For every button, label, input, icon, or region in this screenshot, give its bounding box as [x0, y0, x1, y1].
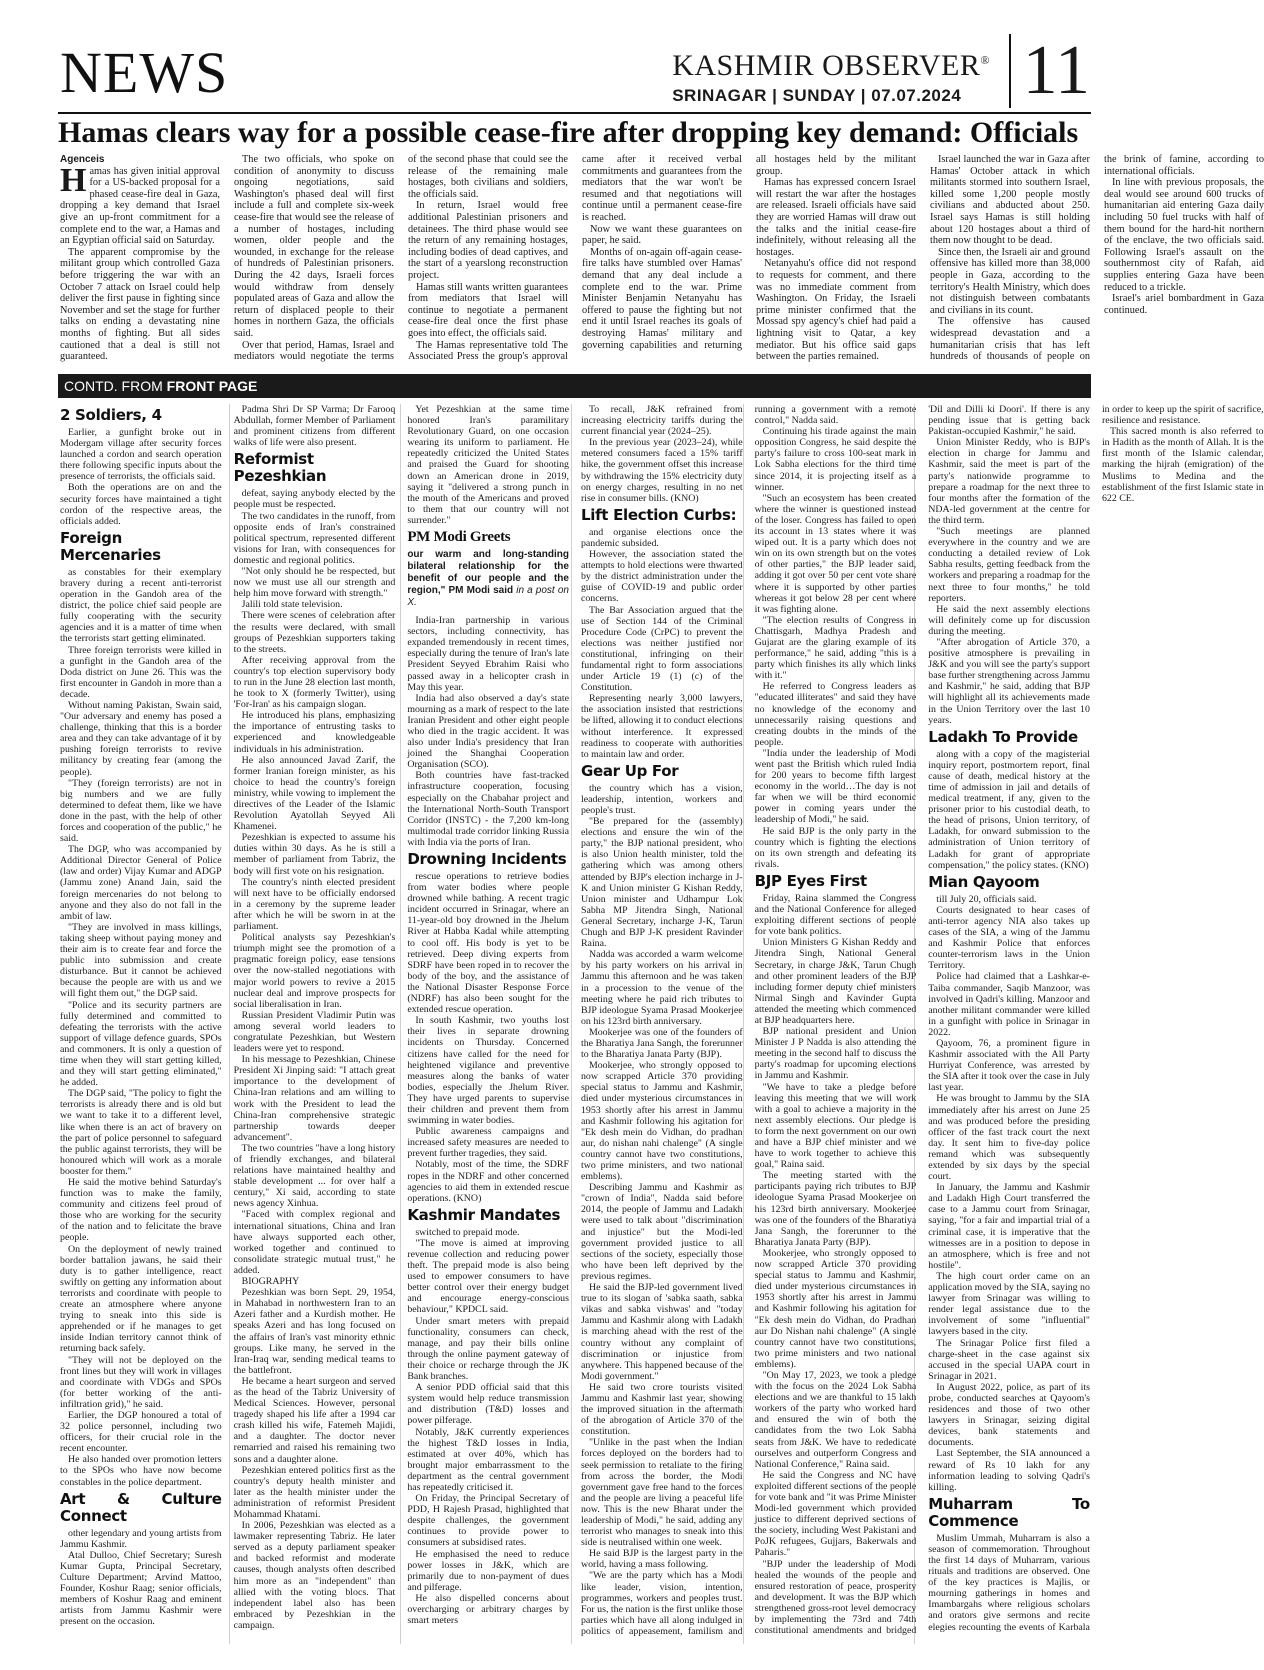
paragraph: Atal Dulloo, Chief Secretary; Suresh Kumar Gupta, Principal Secretary, Culture Department; Arvind Mattoo, Founder, Koshur Raag; senior officials, members of Koshur Raag and eminent artists from Jammu Kashmir were present on the occasion. — [60, 1549, 222, 1628]
paragraph: the country which has a vision, leadership, intention, workers and people's trust. — [580, 782, 743, 816]
paragraph: Mookerjee was one of the founders of the Bharatiya Jana Sangh, the forerunner to the Bharatiya Janata Party (BJP). — [580, 1026, 743, 1061]
paragraph: "Not only should he be respected, but now we must use all our strength and help him move forward with strength." — [233, 566, 396, 600]
paragraph: "The move is aimed at improving revenue collection and reducing power theft. The prepaid mode is also being used to empower consumers to have better control over their energy budget and encourage energy-conscious behaviour," KPDCL said. — [407, 1237, 569, 1316]
modi-quote — [407, 549, 569, 609]
paragraph: Under smart meters with prepaid functionality, consumers can check, manage, and pay their bills online through the online payment gateway of their choice or recharge through the JK Bank branches. — [407, 1315, 569, 1383]
story-title-reformist: Reformist Pezeshkian — [233, 450, 327, 486]
paragraph: "We have to take a pledge before leaving this meeting that we will work with a goal to achieve a majority in the next assembly elections. Our pledge is to form the next government on our own and have a BJP chief minister and we have to work together to achieve this goal," Raina said. — [754, 1081, 917, 1171]
paragraph: "On May 17, 2023, we took a pledge with the focus on the 2024 Lok Sabha elections and we are thankful to 15 lakh workers of the party who worked hard and ensured the win of both the candidates from the two Lok Sabha seats from J&K. We have to rededicate ourselves and outperform Congress and National Conference," Raina said. — [754, 1369, 917, 1470]
story-ladakh — [928, 749, 1090, 871]
paragraph: BIOGRAPHY — [241, 1276, 300, 1288]
paragraph: Without naming Pakistan, Swain said, "Our adversary and enemy has posed a challenge, thinking that this is a border area and they can take advantage of it by pushing foreign terrorists to revive militancy by creating fear (among the people). — [60, 699, 222, 778]
paragraph: To recall, J&K refrained from increasing electricity tariffs during the current financial year (2024–25). — [580, 404, 743, 438]
continued-bold: FRONT PAGE — [166, 378, 258, 394]
paragraph: Both the operations are on and the security forces have maintained a tight cordon of the respective areas, the officials added. — [60, 482, 222, 527]
paragraph: "India under the leadership of Modi went past the British which ruled India for 200 years to become fifth largest economy in the world…The day is not far when we will be third economic power in coming years under the leadership of Modi," he said. — [754, 747, 917, 826]
story-curbs — [581, 527, 743, 760]
paragraph: Political analysts say Pezeshkian's triumph might see the promotion of a pragmatic foreign policy, ease tensions over the now-stalled negotiations with major world powers to revive a 2015 nuclear deal and improve prospects for social liberalisation in Iran. — [233, 932, 396, 1010]
paragraph: Mookerjee, who strongly opposed to now scrapped Article 370 providing special status to Jammu and Kashmir, died under mysterious circumstances in 1953 shortly after his arrest in Jammu and Kashmir following his agitation for "Ek desh mein do Vidhan, do pradhan aur, do nishan nahi chalenge" (A single country cannot have two constitutions, two prime ministers, and two national emblems). — [580, 1060, 743, 1183]
paragraph: Over that period, Hamas, Israel and mediators would negotiate the terms of the second phase that could see the release of the remaining male hostages, both civilians and soldiers, the officials said. — [234, 154, 568, 363]
paragraph: Mookerjee, who strongly opposed to now scrapped Article 370 providing special status to Jammu and Kashmir, died under mysterious circumstances in 1953 shortly after his arrest in Jammu and Kashmir following his agitation for "Ek desh mein do Vidhan, do Pradhan aur Do Nishan nahi chalenge" (A single country cannot have two constitutions, two prime ministers and two national emblems). — [754, 1247, 917, 1370]
modi-quote-text: our warm and long-standing bilateral relationship for the benefit of our people and the region," PM Modi said — [407, 549, 569, 597]
paragraph: Hamas still wants written guarantees from mediators that Israel will continue to negotiate a permanent cease-fire deal once the first phase goes into effect, the officials said. — [408, 281, 568, 339]
paragraph: He said BJP is the largest party in the world, having a mass following. — [580, 1548, 743, 1571]
paragraph: "The election results of Congress in Chattisgarh, Madhya Pradesh and Gujarat are the glaring example of its performance," he said, adding "this is a party which finishes its ally which links with it." — [754, 614, 917, 682]
story-modi — [407, 615, 569, 848]
paragraph: Jalili told state television. — [241, 599, 343, 611]
story-drowning — [407, 871, 569, 1204]
continued-stories — [60, 404, 1264, 1644]
paragraph: He said the next assembly elections will definitely come up for discussion during the meeting. — [928, 603, 1090, 637]
lead-headline: Hamas clears way for a possible cease-fire after dropping key demand: Officials — [58, 116, 1079, 149]
story-title-gear: Gear Up For — [580, 761, 679, 780]
paragraph: There were scenes of celebration after the results were declared, with small groups of Pezeshkian supporters taking to the streets. — [233, 610, 396, 655]
paragraph: "Be prepared for the (assembly) elections and ensure the win of the party," the BJP national president, who is also Union health minister, told the gathering which was among others attended by BJP's election incharge in J-K and Union minister G Kishan Reddy, Union minister and Udhampur Lok Sabha MP Jitendra Singh, National General Secretary, incharge J-K, Tarun Chugh and BJP J-K president Ravinder Raina. — [580, 816, 743, 950]
paragraph: Last September, the SIA announced a reward of Rs 10 lakh for any information leading to solving Qadri's killing. — [928, 1448, 1090, 1493]
paragraph: "After abrogation of Article 370, a positive atmosphere is prevailing in J&K and you will see the party's support base further strengthening across Jammu and Kashmir," he said, adding that BJP will highlight all its achievements made in the Union Territory over the last 10 years. — [928, 636, 1090, 726]
story-title-ladakh: Ladakh To Provide — [928, 727, 1078, 746]
story-title-curbs: Lift Election Curbs: — [580, 505, 737, 524]
paragraph: "Unlike in the past when the Indian forces deployed on the borders had to seek permission to retaliate to the firing from across the border, the Modi government gave free hand to the forces and the people are living a peaceful life now. This is the new Bharat under the leadership of Modi," he said, adding any terrorist who manages to sneak into this side is neutralised within one week. — [580, 1437, 743, 1549]
masthead — [60, 32, 1090, 109]
paragraph: After receiving approval from the country's top election supervisory body to run in the June 28 election last month, he took to X (formerly Twitter), using 'For-Iran' as his campaign slogan. — [233, 654, 396, 711]
dateline: SRINAGAR | SUNDAY | 07.07.2024 — [672, 86, 962, 105]
paragraph: Notably, most of the time, the SDRF ropes in the NDRF and other concerned agencies to aid them in extended rescue operations. (KNO) — [407, 1159, 569, 1204]
registered-mark: ® — [980, 53, 990, 67]
paragraph: "They are involved in mass killings, taking sheep without paying money and their aim is to create fear and force the public into submission and create disturbance. But it cannot be achieved because the people are with us and we will fight them out," the DGP said. — [60, 921, 222, 1000]
paragraph: BJP national president and Union Minister J P Nadda is also attending the meeting in the second half to discuss the party's roadmap for upcoming elections in Jammu and Kashmir. — [754, 1026, 917, 1082]
paragraph: He said BJP is the only party in the country which is fighting the elections on its own strength and defeating its rivals. — [754, 825, 917, 870]
continued-prefix: CONTD. FROM — [64, 378, 163, 394]
byline: Agenceis — [60, 154, 105, 165]
paragraph: A senior PDD official said that this system would help reduce transmission and distribution (T&D) losses and power pilferage. — [407, 1382, 569, 1427]
paragraph: The Bar Association argued that the use of Section 144 of the Criminal Procedure Code (CrPC) to prevent the elections was neither justified nor constitutional, infringing on their fundamental right to form associations under Article 19 (1) (c) of the Constitution. — [580, 604, 743, 694]
paragraph: "They (foreign terrorists) are not in big numbers and we are fully determined to defeat them, like we have done in the past, with the help of other forces and cooperation of the public," he said. — [60, 777, 222, 845]
paragraph: Russian President Vladimir Putin was among several world leaders to congratulate Pezeshkian, but Western leaders were yet to respond. — [233, 1009, 396, 1055]
paragraph: The DGP, who was accompanied by Additional Director General of Police (law and order) Vijay Kumar and ADGP (Jammu zone) Anand Jain, said the foreign mercenaries do not belong to anyone and they also do not fall in the ambit of law. — [60, 844, 222, 922]
story-foreign — [60, 567, 222, 1488]
paragraph: In January, the Jammu and Kashmir and Ladakh High Court transferred the case to a Jammu court from Srinagar, saying, "for a fair and impartial trial of a criminal case, it is imperative that the witnesses are in a position to depose in an atmosphere, which is free and not hostile". — [928, 1182, 1090, 1271]
paragraph: The DGP said, "The policy to fight the terrorists is already there and is old but we want to take it to a different level, like when there is an act of bravery on the part of police personnel to safeguard the public against terrorists, they will be honoured which will work as a morale booster for them." — [60, 1088, 222, 1177]
paragraph: and organise elections once the pandemic subsided. — [580, 526, 743, 549]
paragraph: "They will not be deployed on the front lines but they will work in villages and coordinate with VDGs and SPOs (for better working of the anti-infiltration grid)," he said. — [60, 1354, 222, 1410]
story-title-muharram: Muharram To Commence — [928, 1494, 1090, 1530]
paragraph: Union Ministers G Kishan Reddy and Jitendra Singh, National General Secretary, in charge J&K, Tarun Chugh and other prominent leaders of the BJP including former deputy chief ministers Nirmal Singh and Kavinder Gupta attended the meeting which commenced at BJP headquarters here. — [754, 937, 917, 1026]
brand-name-text: KASHMIR OBSERVER — [672, 49, 981, 82]
paragraph: He also announced Javad Zarif, the former Iranian foreign minister, as his choice to head the country's foreign ministry, while vowing to implement the directives of the Leader of the Islamic Revolution Ayatollah Seyyed Ali Khamenei. — [233, 754, 396, 833]
paragraph: Nadda was accorded a warm welcome by his party workers on his arrival in Jammu this afternoon and he was taken in a procession to the venue of the meeting where he paid rich tributes to BJP ideologue Syama Prasad Mookerjee on his 123rd birth anniversary. — [580, 949, 743, 1027]
story-title-modi: PM Modi Greets — [407, 529, 511, 546]
paragraph: along with a copy of the magisterial inquiry report, postmortem report, final cause of death, medical history at the time of admission in jail and details of medical treatment, if any, given to the prisoner prior to his custodial death, to the head of prisons, Union territory, of Ladakh, for onward submission to the administration of Union territory of Ladakh for grant of appropriate compensation," the policy states. (KNO) — [928, 748, 1090, 871]
paragraph: Since then, the Israeli air and ground offensive has killed more than 38,000 people in Gaza, according to the territory's Health Ministry, which does not distinguish between combatants and civilians in its count. — [930, 246, 1090, 316]
paragraph: Hamas has expressed concern Israel will restart the war after the hostages are released. Israeli officials have said they are worried Hamas will draw out the talks and the initial cease-fire indefinitely, without releasing all the hostages. — [756, 177, 916, 258]
paragraph: In return, Israel would free additional Palestinian prisoners and detainees. The third phase would see the return of any remaining hostages, including bodies of dead captives, and the start of a yearslong reconstruction project. — [408, 200, 568, 281]
paragraph: rescue operations to retrieve bodies from water bodies where people drowned while bathing. A recent tragic incident occurred in Srinagar, where an 11-year-old boy drowned in the Jhelum River at Habba Kadal while attempting to cool off. His body is yet to be retrieved. Deep diving experts from SDRF have been roped in to recover the body of the boy, and the assistance of the National Disaster Response Force (NDRF) has also been sought for the extended rescue operation. — [407, 871, 569, 1016]
paragraph: "We are the party which has a Modi like leader, vision, intention, programmes, workers and peoples trust. For us, the nation is the first unlike those parties which have all along indulged in politics of appeasement, familism and running a government with a remote control," Nadda said. — [580, 404, 917, 1637]
paragraph: The meeting started with the participants paying rich tributes to BJP ideologue Syama Prasad Mookerjee on his 123rd birth anniversary. Mookerjee was one of the founders of the Bharatiya Jana Sangh, the forerunner to the Bharatiya Janata Party (BJP). — [754, 1170, 917, 1248]
paragraph: The high court order came on an application moved by the SIA, saying no lawyer from Srinagar was willing to render legal assistance due to the involvement of some "influential" lawyers based in the city. — [928, 1270, 1090, 1338]
paragraph: Continuing his tirade against the main opposition Congress, he said despite the party's failure to cross 100-seat mark in Lok Sabha elections for the third time since 2014, it is projecting itself as a winner. — [754, 426, 917, 493]
story-soldiers — [60, 427, 222, 527]
paragraph: Pezeshkian entered politics first as the country's deputy health minister and later as the health minister under the administration of reformist President Mohammad Khatami. — [233, 1464, 396, 1520]
paragraph: On Friday, the Principal Secretary of PDD, H Rajesh Prasad, highlighted that despite challenges, the government continues to provide power to consumers at subsidised rates. — [407, 1493, 569, 1549]
story-title-art: Art & Culture Connect — [60, 1489, 222, 1525]
paragraph: "Faced with complex regional and international situations, China and Iran have always supported each other, worked together and continued to consolidate strategic mutual trust," he added. — [233, 1209, 396, 1276]
paragraph: "Such an ecosystem has been created where the winner is questioned instead of the loser. Congress has failed to open its account in 13 states where it was wiped out. It is a party which does not win on its own strength but on the votes of other parties," the BJP leader said, adding it got over 50 per cent vote share where it is supported by other parties whereas it got below 28 per cent where it was fighting alone. — [754, 492, 917, 615]
paragraph: Three foreign terrorists were killed in a gunfight in the Gandoh area of the Doda district on June 26. This was the first encounter in Gandoh in more than a decade. — [60, 644, 222, 700]
paragraph: defeat, saying anybody elected by the people must be respected. — [233, 488, 396, 511]
paragraph: India had also observed a day's state mourning as a mark of respect to the late Iranian President and other eight people who died in the tragic accident. It was also under India's presidency that Iran joined the Shanghai Cooperation Organisation (SCO). — [407, 692, 569, 771]
paragraph: Israel's ariel bombardment in Gaza continued. — [1104, 293, 1264, 316]
paragraph: The offensive has caused widespread devastation and a humanitarian crisis that has left hundreds of thousands of people on the brink of famine, according to international officials. — [930, 154, 1264, 363]
paragraph: He was brought to Jammu by the SIA immediately after his arrest on June 25 and was produced before the presiding officer of the fast track court the next day. It sent him to five-day police remand which was subsequently extended by six days by the special court. — [928, 1093, 1090, 1183]
story-title-soldiers: 2 Soldiers, 4 — [60, 406, 162, 424]
lead-story-body — [60, 154, 1264, 364]
brand-block — [672, 44, 990, 106]
paragraph: He also handed over promotion letters to the SPOs who have now become constables in the police department. — [60, 1454, 222, 1488]
paragraph: Earlier, the DGP honoured a total of 32 police personnel, including two officers, for their crucial role in the recent encounter. — [60, 1409, 222, 1455]
paragraph: He said the motive behind Saturday's function was to make the family, community and citizens feel proud of those who are working for the security of the nation and to felicitate the brave people. — [60, 1177, 222, 1244]
paragraph: He said the BJP-led government lived true to its slogan of 'sabka saath, sabka vikas and sabka vishwas' and "today Jammu and Kashmir along with Ladakh is marching ahead with the rest of the country without any complaint of discrimination or injustice from anywhere. This happened because of the Modi government." — [580, 1282, 743, 1382]
paragraph: Representing nearly 3,000 lawyers, the association insisted that restrictions be lifted, allowing it to conduct elections without interference. It expressed readiness to cooperate with authorities to maintain law and order. — [580, 693, 743, 760]
paragraph: switched to prepaid mode. — [415, 1226, 520, 1238]
paragraph: However, the association stated the attempts to hold elections were thwarted by the district administration under the guise of COVID-19 and public order concerns. — [580, 549, 743, 605]
paragraph: In August 2022, police, as part of its probe, conducted searches at Qayoom's residences and those of two other lawyers in Srinagar, seizing digital devices, bank statements and documents. — [928, 1381, 1090, 1449]
paragraph: He emphasised the need to reduce power losses in J&K, which are primarily due to non-payment of dues and pilferage. — [407, 1548, 569, 1593]
paragraph: Padma Shri Dr SP Varma; Dr Farooq Abdullah, former Member of Parliament and prominent citizens from different walks of life were also present. — [233, 404, 396, 449]
paragraph: Describing Jammu and Kashmir as "crown of India", Nadda said before 2014, the people of Jammu and Ladakh were used to talk about "discrimination and injustice" but the Modi-led government provided justice to all sections of the society, especially those who have been left deprived by the previous regimes. — [580, 1182, 743, 1282]
paragraph: till July 20, officials said. — [936, 893, 1037, 905]
paragraph: Pezeshkian was born Sept. 29, 1954, in Mahabad in northwestern Iran to an Azeri father and a Kurdish mother. He speaks Azeri and has long focused on the affairs of Iran's vast minority ethnic groups. Like many, he served in the Iran-Iraq war, sending medical teams to the battlefront. — [233, 1287, 396, 1376]
paragraph: The two officials, who spoke on condition of anonymity to discuss ongoing negotiations, said Washington's phased deal will first include a full and complete six-week cease-fire that would see the release of a number of hostages, including women, older people and the wounded, in exchange for the release of hundreds of Palestinian prisoners. During the 42 days, Israeli forces would withdraw from densely populated areas of Gaza and allow the return of displaced people to their homes in northern Gaza, the officials said. — [234, 154, 394, 339]
paragraph: In his message to Pezeshkian, Chinese President Xi Jinping said: "I attach great importance to the development of China-Iran relations and am willing to work with the President to lead the China-Iran comprehensive strategic partnership towards deeper advancement". — [233, 1054, 396, 1143]
paragraph: "BJP under the leadership of Modi healed the wounds of the people and ensured restoration of peace, prosperity and development. It was the BJP which strengthened gross-root level democracy by implementing the 73rd and 74th constitutional amendments and bridged 'Dil and Dilli ki Doori'. If there is any pending issue that is getting back Pakistan-occupied Kashmir," he said. — [754, 404, 1090, 1637]
paragraph: "Police and its security partners are fully determined and committed to defeating the terrorists with the active support of village defence guards, SPOs and commoners. It is only a question of time when they will start getting killed, and they will start getting eliminated," he added. — [60, 999, 222, 1089]
paragraph: The country's ninth elected president will next have to be officially endorsed in a ceremony by the supreme leader after which he will be sworn in at the parliament. — [233, 876, 396, 933]
drop-cap: H — [60, 161, 87, 199]
modi-quote-end: in a post on X. — [407, 585, 569, 609]
paragraph: He said two crore tourists visited Jammu and Kashmir last year, showing the improved situation in the aftermath of the abrogation of Article 370 of the constitution. — [580, 1381, 743, 1438]
story-title-foreign: Foreign Mercenaries — [60, 528, 161, 564]
paragraph: The two candidates in the runoff, from opposite ends of Iran's constrained political spectrum, represented different visions for Iran, with consequences for domestic and regional politics. — [233, 510, 396, 566]
paragraph: other legendary and young artists from Jammu Kashmir. — [60, 1527, 222, 1550]
paragraph: Netanyahu's office did not respond to requests for comment, and there was no immediate comment from Washington. On Friday, the Israeli prime minister confirmed that the Mossad spy agency's chief had paid a lightning visit to Qatar, a key mediator. But his office said gaps between the parties remained. — [756, 258, 916, 363]
paragraph: In 2006, Pezeshkian was elected as a lawmaker representing Tabriz. He later served as a deputy parliament speaker and backed reformist and moderate causes, though analysts often described him more as an "independent" than allied with the voting blocs. That independent label also has been embraced by Pezeshkian in the campaign. — [233, 1520, 396, 1631]
paragraph: Public awareness campaigns and increased safety measures are needed to prevent further tragedies, they said. — [407, 1126, 569, 1160]
paragraph: In south Kashmir, two youths lost their lives in separate drowning incidents on Thursday. Concerned citizens have called for the need for heightened vigilance and preventive measures along the banks of water bodies, especially the Jhelum River. They have urged parents to supervise their children and prevent them from swimming in water bodies. — [407, 1015, 569, 1127]
paragraph: He referred to Congress leaders as "educated illiterates" and said they have no knowledge of the economy and unnecessarily raising questions and creating doubts in the minds of the people. — [754, 681, 917, 748]
paragraph: Police had claimed that a Lashkar-e-Taiba commander, Saqib Manzoor, was involved in Qadri's killing. Manzoor and another militant commander were killed in a gunfight with police in Srinagar in 2022. — [928, 971, 1090, 1038]
paragraph: He became a heart surgeon and served as the head of the Tabriz University of Medical Sciences. However, personal tragedy shaped his life after a 1994 car crash killed his wife, Fatemeh Majidi, and a daughter. The doctor never remarried and raised his remaining two sons and a daughter alone. — [233, 1375, 396, 1465]
paragraph: Months of on-again off-again cease-fire talks have stumbled over Hamas' demand that any deal include a complete end to the war. Prime Minister Benjamin Netanyahu has offered to pause the fighting but not end it until Israel reaches its goals of destroying Hamas' military and governing capabilities and returning all hostages held by the militant group. — [582, 154, 916, 351]
paragraph: Pezeshkian is expected to assume his duties within 30 days. As he is still a member of parliament from Tabriz, the body will first vote on his resignation. — [233, 832, 396, 877]
paragraph: Earlier, a gunfight broke out in Modergam village after security forces launched a cordon and search operation there following specific inputs about the presence of terrorists, the officials said. — [60, 427, 222, 483]
section-title: NEWS — [60, 40, 229, 105]
lead-first-paragraph — [60, 161, 220, 247]
paragraph: In line with previous proposals, the deal would see around 600 trucks of humanitarian aid entering Gaza daily including 50 fuel trucks with half of them bound for the hard-hit northern of the enclave, the two officials said. Following Israel's assault on the southernmost city of Rafah, aid supplies entering Gaza have been reduced to a trickle. — [1104, 177, 1264, 293]
paragraph: Courts designated to hear cases of anti-terror agency NIA also takes up cases of the SIA, a wing of the Jammu and Kashmir Police that enforces counter-terrorism laws in the Union Territory. — [928, 904, 1090, 972]
paragraph: Yet Pezeshkian at the same time honored Iran's paramilitary Revolutionary Guard, on one occasion wearing its uniform to parliament. He repeatedly criticized the United States and praised the Guard for shooting down an American drone in 2019, saying it "delivered a strong punch in the mouth of the Americans and proved to them that our country will not surrender." — [407, 404, 569, 526]
paragraph: Friday, Raina slammed the Congress and the National Conference for alleged exploiting different sections of people for vote bank politics. — [754, 892, 917, 938]
paragraph: He said the Congress and NC have exploited different sections of the people for vote bank and "it was Prime Minister Modi-led government which provided justice to different deprived sections of the society, including West Pakistani and PoJK refugees, Gujjars, Bakerwals and Paharis." — [754, 1469, 917, 1559]
paragraph: Qayoom, 76, a prominent figure in Kashmir associated with the All Party Hurriyat Conference, was arrested by the SIA after it took over the case in July last year. — [928, 1037, 1090, 1094]
story-title-eyes: BJP Eyes First — [754, 871, 867, 890]
story-title-mandates: Kashmir Mandates — [407, 1205, 561, 1224]
paragraph: This sacred month is also referred to in Hadith as the month of Allah. It is the first month of the Islamic calendar, marking the hijrah (emigration) of the Muslims to Medina and the establishment of the first Islamic state in 622 CE. — [1101, 426, 1264, 504]
paragraph: The two countries "have a long history of friendly exchanges, and bilateral relations have maintained healthy and stable development ... for over half a century," Xi said, according to state news agency Xinhua. — [233, 1142, 396, 1210]
brand-name — [672, 44, 990, 82]
story-title-drowning: Drowning Incidents — [407, 850, 567, 868]
continued-bar — [58, 374, 1091, 398]
story-title-qayoom: Mian Qayoom — [928, 872, 1040, 891]
paragraph: Union Minister Reddy, who is BJP's election in charge for Jammu and Kashmir, said the meet is part of the party's nationwide programme to prepare a roadmap for the next three to four months after the formation of the NDA-led government at the centre for the third term. — [928, 437, 1090, 526]
paragraph: The apparent compromise by the militant group which controlled Gaza before triggering the war with an October 7 attack on Israel could help deliver the first pause in fighting since November and set the stage for further talks on ending a devastating nine months of fighting. But all sides cautioned that a deal is still not guaranteed. — [60, 246, 220, 363]
paragraph: Muslim Ummah, Muharram is also a season of commemoration. Throughout the first 14 days of Muharram, various rituals and traditions are observed. One of the key practices is Majlis, or mourning gatherings in homes and Imambargahs where religious scholars and orators give sermons and recite elegies recounting the events of Karbala in order to keep up the spirit of sacrifice, resilience and resistance. — [928, 404, 1264, 1633]
lead-paragraphs — [60, 154, 1264, 364]
paragraph: Israel launched the war in Gaza after Hamas' October attack in which militants stormed into southern Israel, killed some 1,200 people mostly civilians and abducted about 250. Israel says Hamas is still holding about 120 hostages about a third of them now thought to be dead. — [930, 154, 1090, 247]
paragraph: as constables for their exemplary bravery during a recent anti-terrorist operation in the Gandoh area of the district, the police chief said people are fully cooperating with the security agencies and it is a matter of time when the terrorists start getting eliminated. — [60, 566, 222, 645]
paragraph: The Srinagar Police first filed a charge-sheet in the case against six accused in the special UAPA court in Srinagar in 2021. — [928, 1337, 1090, 1382]
paragraph: Notably, J&K currently experiences the highest T&D losses in India, estimated at over 40%, which has brought major embarrassment to the department as the central government has repeatedly criticised it. — [407, 1426, 569, 1493]
paragraph: He introduced his plans, emphasizing the importance of entrusting tasks to experienced and knowledgeable individuals in his administration. — [233, 710, 396, 755]
paragraph: The Hamas representative told The Associated Press the group's approval came after it received verbal commitments and guarantees from the mediators that the war won't be resumed and that negotiations will continue until a permanent cease-fire is reached. — [408, 154, 742, 363]
paragraph: He also dispelled concerns about overcharging or arbitrary charges by smart meters — [407, 1592, 569, 1627]
paragraph: Both countries have fast-tracked infrastructure cooperation, focusing especially on the Chabahar project and the International North-South Transport Corridor (INSTC) - the 7,200 km-long multimodal trade corridor linking Russia with India via the ports of Iran. — [407, 770, 569, 848]
paragraph: In the previous year (2023–24), while metered consumers faced a 15% tariff hike, the government offset this increase by withdrawing the 15% electricity duty on energy charges, resulting in no net rise in consumer bills. (KNO) — [580, 437, 743, 504]
lead-first-text: amas has given initial approval for a US-backed proposal for a phased cease-fire deal in Gaza, dropping a key demand that Israel give an up-front commitment for a complete end to the war, a Hamas and an Egyptian official said on Saturday. — [60, 165, 220, 247]
paragraph: Now we want these guarantees on paper, he said. — [582, 223, 742, 247]
story-qayoom — [928, 894, 1090, 1493]
paragraph: India-Iran partnership in various sectors, including connectivity, has expanded tremendously in recent times, especially during the tenure of Iran's late President Seyyed Ebrahim Raisi who passed away in a helicopter crash in May this year. — [407, 615, 569, 693]
paragraph: On the deployment of newly trained border battalion jawans, he said their duty is to gather intelligence, react swiftly on getting any information about terrorists and coordinate with people to create an atmosphere where anyone trying to sneak into this side is apprehended or if he manages to get inside Indian territory cannot think of returning back safely. — [60, 1243, 222, 1355]
page-number: 11 — [1009, 34, 1090, 108]
paragraph: "Such meetings are planned everywhere in the country and we are conducting a detailed review of Lok Sabha results, getting feedback from the workers and preparing a roadmap for the next three to four months," he told reporters. — [928, 526, 1090, 604]
